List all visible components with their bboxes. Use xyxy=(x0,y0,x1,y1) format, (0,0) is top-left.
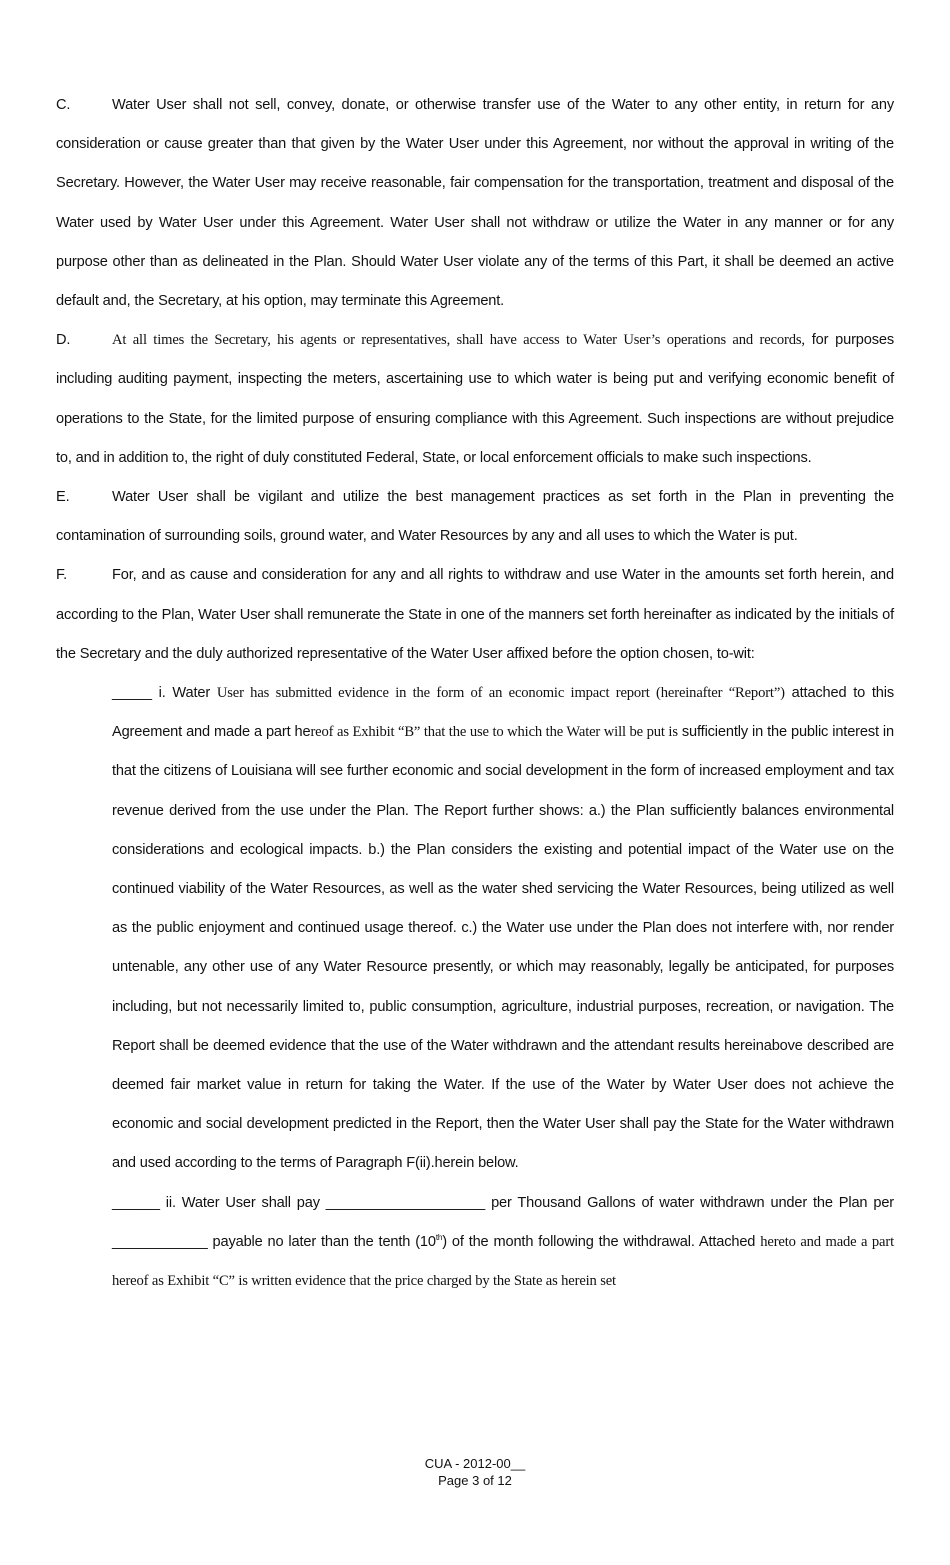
paragraph-c xyxy=(56,86,894,321)
page-number: Page 3 of 12 xyxy=(438,1473,512,1488)
initials-blank: ______ xyxy=(112,1194,160,1211)
paragraph-text: sufficiently in the public interest in that the citizens of Louisiana will see further economic and social development in the form of increased employment and tax revenue derived from the use under the Plan. The Report further shows: a.) the Plan sufficiently balances environmental considerations and ecological impacts. b.) the Plan considers the existing and potential impact of the Water use on the continued viability of the Water Resources, as well as the water shed servicing the Water Resources, being utilized as well as the public enjoyment and continued usage thereof. c.) the Water use under the Plan does not interfere with, nor render untenable, any other use of any Water Resource presently, or which may reasonably, legally be anticipated, for purposes including, but not necessarily limited to, public consumption, agriculture, industrial purposes, recreation, or navigation. The Report shall be deemed evidence that the use of the Water withdrawn and the attendant results hereinabove described are deemed fair market value in return for taking the Water. If the use of the Water by Water User does not achieve the economic and social development predicted in the Report, then the Water User shall pay the State for the Water withdrawn and used according to the terms of Paragraph F(ii).herein below. xyxy=(112,724,894,1172)
paragraph-text-serif: hereto and made a part hereof as Exhibit “C” is written evidence that the price charged by the State as herein set xyxy=(112,1233,894,1290)
document-number: CUA - 2012-00__ xyxy=(424,1456,526,1471)
paragraph-text-b: ) of the month following the withdrawal. Attached xyxy=(442,1233,761,1250)
paragraph-label: C. xyxy=(56,97,71,113)
initials-blank: _____ xyxy=(112,685,152,702)
paragraph-f xyxy=(56,556,894,674)
paragraph-label: D. xyxy=(56,332,71,349)
paragraph-text: Water User shall be vigilant and utilize the best management practices as set forth in the Plan in preventing the contamination of surrounding soils, ground water, and Water Resources by any and all uses to which the Water is put. xyxy=(56,489,894,545)
paragraph-label: E. xyxy=(56,489,70,506)
paragraph-label: F. xyxy=(56,567,68,584)
paragraph-d xyxy=(56,321,894,478)
paragraph-f-ii xyxy=(56,1184,894,1302)
paragraph-text: For, and as cause and consideration for any and all rights to withdraw and use Water in the amounts set forth herein, and according to the Plan, Water User shall remunerate the State in one of the manners set forth hereinafter as indicated by the initials of the Secretary and the duly authorized representative of the Water User affixed before the option chosen, to-wit: xyxy=(56,567,894,662)
page-footer xyxy=(0,1455,950,1489)
ordinal-suffix: th xyxy=(435,1233,443,1243)
document-body xyxy=(56,86,894,1301)
paragraph-e xyxy=(56,478,894,556)
paragraph-text-serif-2: reof as Exhibit “B” that the use to which the Water will be put is xyxy=(310,724,678,741)
paragraph-text: for purposes including auditing payment, inspecting the meters, ascertaining use to which water is being put and verifying economic benefit of operations to the State, for the limited purpose of ensuring compliance with this Agreement. Such inspections are without prejudice to, and in addition to, the right of duly constituted Federal, State, or local enforcement officials to make such inspections. xyxy=(56,332,894,466)
paragraph-f-i xyxy=(56,674,894,1184)
option-prefix: i. Water xyxy=(151,685,217,702)
paragraph-text-mid: attached to this Agreement and made a part he xyxy=(112,685,895,741)
paragraph-text-serif: User has submitted evidence in the form of an economic impact report (hereinafter “Report”) xyxy=(216,685,785,702)
paragraph-text-a: ii. Water User shall pay ____________________ per Thousand Gallons of water withdrawn under the Plan per ____________ payable no later than the tenth (10 xyxy=(112,1194,894,1250)
paragraph-text-serif: At all times the Secretary, his agents or representatives, shall have access to Water User’s operations and records, xyxy=(112,332,805,349)
paragraph-text: Water User shall not sell, convey, donate, or otherwise transfer use of the Water to any other entity, in return for any consideration or cause greater than that given by the Water User under this Agreement, nor without the approval in writing of the Secretary. However, the Water User may receive reasonable, fair compensation for the transportation, treatment and disposal of the Water used by Water User under this Agreement. Water User shall not withdraw or utilize the Water in any manner or for any purpose other than as delineated in the Plan. Should Water User violate any of the terms of this Part, it shall be deemed an active default and, the Secretary, at his option, may terminate this Agreement. xyxy=(56,97,894,310)
